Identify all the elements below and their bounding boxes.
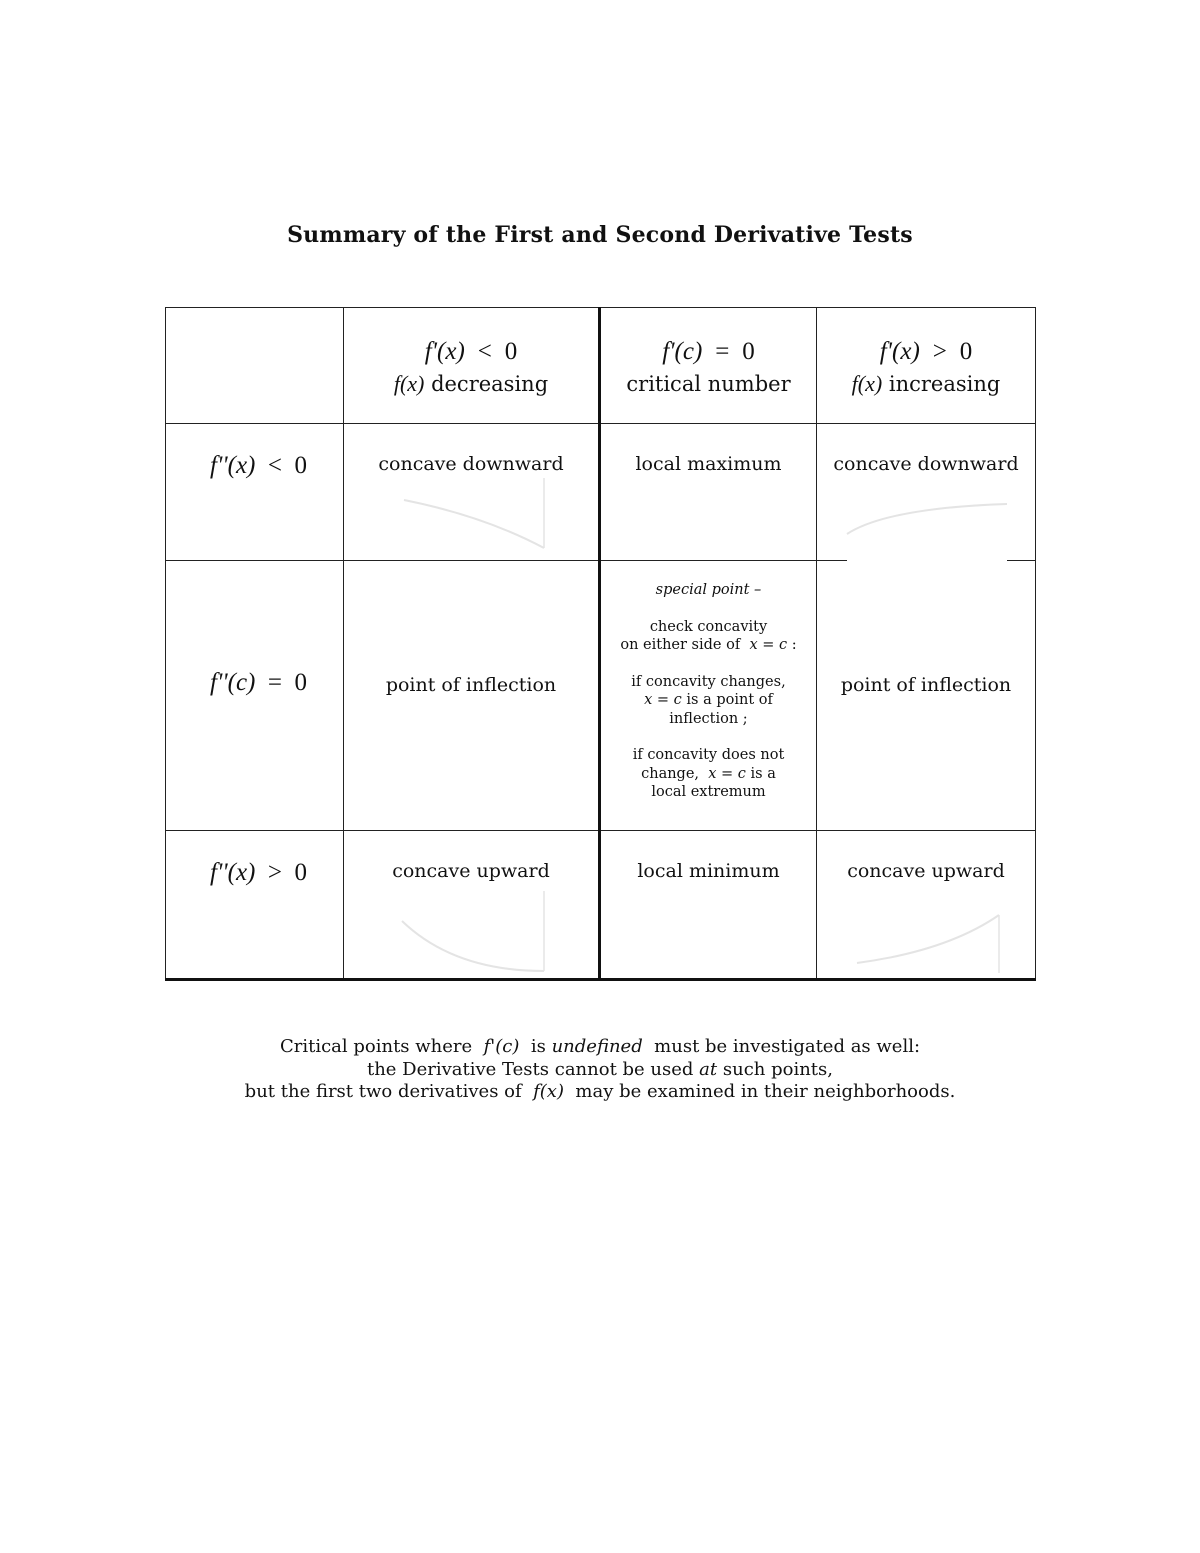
footer-note xyxy=(0,1036,1200,1104)
special-math: x = c xyxy=(708,765,746,782)
col-header-val: 0 xyxy=(504,338,518,365)
col-header-rel: > xyxy=(932,338,947,365)
special-line: inflection ; xyxy=(669,710,748,727)
cell-text: local minimum xyxy=(637,860,780,882)
footer-text: is xyxy=(530,1036,546,1057)
footer-text: Critical points where xyxy=(279,1036,473,1057)
special-line: check concavity xyxy=(649,618,768,635)
cell-text: concave upward xyxy=(392,860,550,882)
cell-special-point xyxy=(600,561,817,831)
cell-text: concave downward xyxy=(378,453,564,475)
special-line: local extremum xyxy=(651,784,766,800)
corner-cell xyxy=(166,308,344,424)
col-header-rel: = xyxy=(715,338,730,365)
row-label-cell xyxy=(166,424,344,561)
cell-concave-up-decreasing xyxy=(344,831,600,980)
row-label-rel: = xyxy=(267,669,282,696)
row-label-val: 0 xyxy=(294,669,307,696)
col-header-expr: f'(c) xyxy=(662,338,703,365)
derivative-tests-table xyxy=(165,307,1036,981)
row-label-rel: < xyxy=(267,452,282,479)
footer-line-3 xyxy=(0,1081,1200,1104)
col-header-desc: critical number xyxy=(626,372,791,396)
row-label-rel: > xyxy=(267,859,282,886)
col-header-desc: decreasing xyxy=(431,372,549,396)
row-label-expr: f''(x) xyxy=(210,452,256,479)
footer-emphasis: at xyxy=(699,1058,718,1080)
cell-concave-up-increasing xyxy=(817,831,1036,980)
cell-text: concave upward xyxy=(847,860,1005,882)
concave-up-increasing-curve-icon xyxy=(817,831,1036,980)
col-header-increasing xyxy=(817,308,1036,424)
cell-point-of-inflection-right xyxy=(817,561,1036,831)
col-header-fn: f(x) xyxy=(393,371,425,396)
cell-text: point of inflection xyxy=(385,674,557,696)
footer-text: must be investigated as well: xyxy=(654,1036,921,1057)
special-text: is a point of xyxy=(686,692,773,708)
special-math: x = c xyxy=(644,692,682,708)
special-line: if concavity does not xyxy=(632,747,785,763)
concave-down-decreasing-curve-icon xyxy=(344,424,600,561)
row-inflection xyxy=(166,561,1036,831)
concave-up-decreasing-curve-icon xyxy=(344,831,600,980)
cell-concave-down-decreasing xyxy=(344,424,600,561)
special-heading: special point – xyxy=(655,582,762,598)
cell-text: point of inflection xyxy=(840,674,1012,696)
row-label-cell xyxy=(166,561,344,831)
header-row xyxy=(166,308,1036,424)
cell-text: concave downward xyxy=(833,453,1019,475)
cell-local-minimum xyxy=(600,831,817,980)
footer-math: f'(c) xyxy=(483,1036,520,1057)
col-header-val: 0 xyxy=(742,338,755,365)
row-concave-up xyxy=(166,831,1036,980)
cell-text: local maximum xyxy=(635,453,782,475)
cell-local-maximum xyxy=(600,424,817,561)
special-text: change, xyxy=(641,765,700,782)
col-header-desc: increasing xyxy=(888,372,1001,396)
row-label-cell xyxy=(166,831,344,980)
col-header-fn: f(x) xyxy=(851,371,883,396)
footer-line-2 xyxy=(0,1059,1200,1082)
col-header-decreasing xyxy=(344,308,600,424)
row-label-expr: f''(c) xyxy=(210,669,256,696)
special-line: if concavity changes, xyxy=(631,673,786,690)
footer-text: but the first two derivatives of xyxy=(244,1081,522,1102)
col-header-expr: f'(x) xyxy=(424,338,465,365)
footer-text: may be examined in their neighborhoods. xyxy=(575,1081,956,1102)
footer-text: such points, xyxy=(722,1058,834,1080)
special-text: : xyxy=(791,637,797,653)
col-header-rel: < xyxy=(477,338,492,365)
footer-line-1 xyxy=(0,1036,1200,1059)
page-title: Summary of the First and Second Derivative Tests xyxy=(287,222,913,248)
col-header-expr: f'(x) xyxy=(879,338,920,365)
col-header-critical xyxy=(600,308,817,424)
row-label-val: 0 xyxy=(294,859,307,886)
cell-concave-down-increasing xyxy=(817,424,1036,561)
special-text: on either side of xyxy=(620,637,741,653)
row-label-expr: f''(x) xyxy=(210,859,256,886)
footer-text: the Derivative Tests cannot be used xyxy=(366,1058,694,1080)
row-label-val: 0 xyxy=(294,452,307,479)
cell-point-of-inflection-left xyxy=(344,561,600,831)
footer-emphasis: undefined xyxy=(551,1036,643,1057)
special-text: is a xyxy=(750,765,776,782)
footer-math: f(x) xyxy=(533,1081,564,1102)
special-math: x = c xyxy=(749,637,788,653)
row-concave-down xyxy=(166,424,1036,561)
concave-down-increasing-curve-icon xyxy=(817,424,1036,563)
col-header-val: 0 xyxy=(959,338,973,365)
